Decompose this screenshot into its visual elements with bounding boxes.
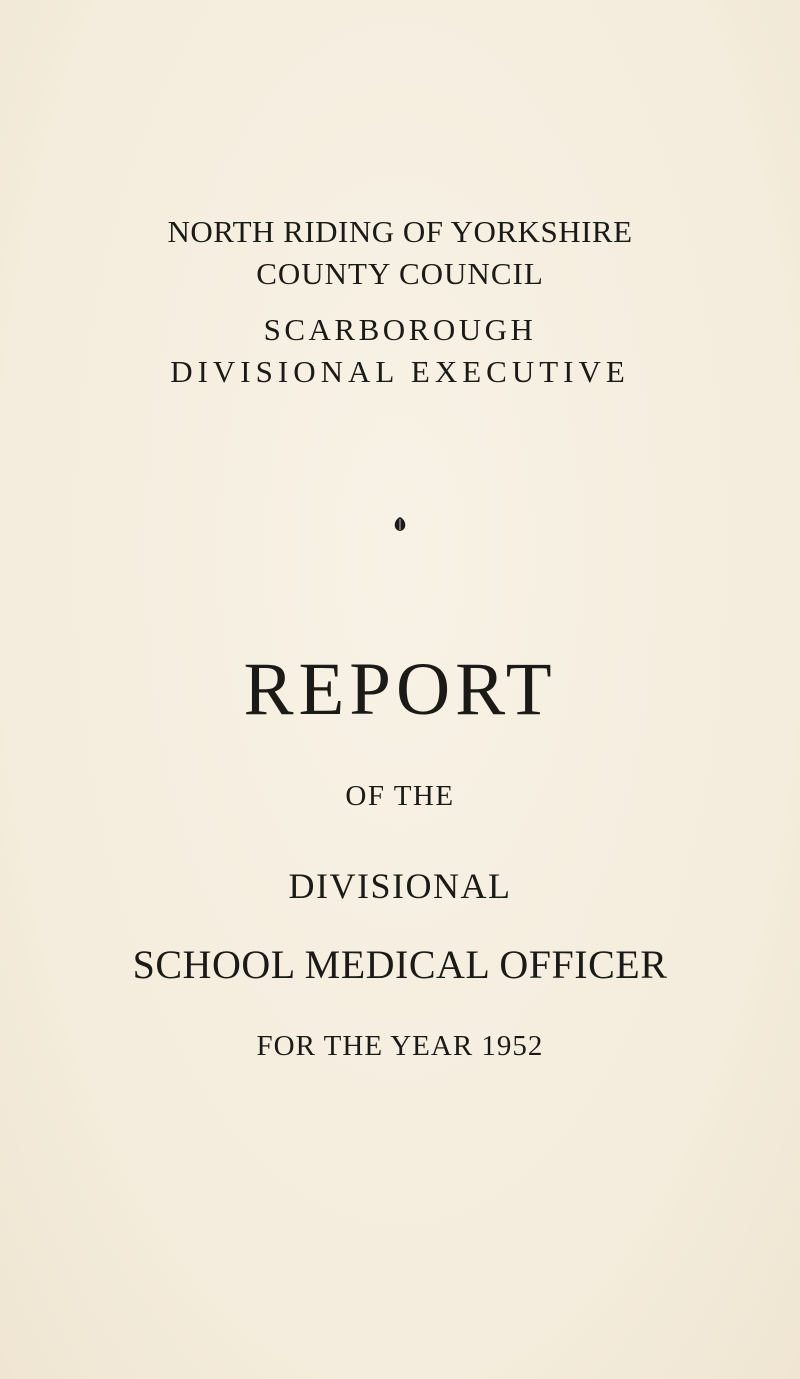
executive-heading: DIVISIONAL EXECUTIVE — [170, 354, 630, 389]
leaf-ornament-icon — [393, 516, 407, 532]
council-heading: COUNTY COUNCIL — [256, 256, 544, 291]
of-the-line: OF THE — [345, 780, 455, 812]
divisional-line: DIVISIONAL — [288, 866, 512, 906]
report-title: REPORT — [243, 648, 557, 731]
year-line: FOR THE YEAR 1952 — [256, 1030, 544, 1062]
division-heading: SCARBOROUGH — [263, 312, 537, 347]
authority-heading: NORTH RIDING OF YORKSHIRE — [167, 214, 633, 249]
officer-line: SCHOOL MEDICAL OFFICER — [132, 942, 668, 987]
